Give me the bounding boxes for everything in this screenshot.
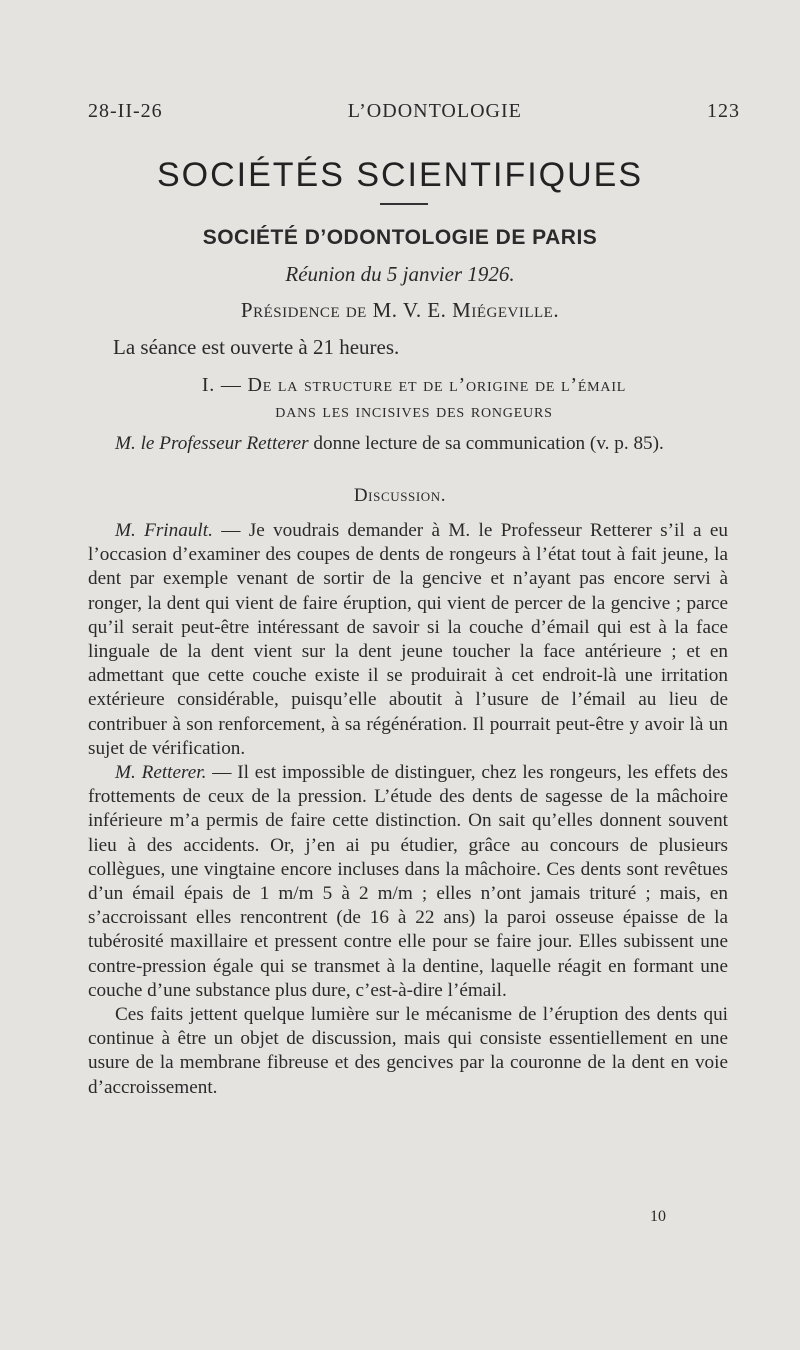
- speaker-name: M. Frinault.: [115, 520, 213, 541]
- journal-name: L’ODONTOLOGIE: [347, 100, 522, 122]
- discussion-heading: Discussion.: [353, 485, 447, 506]
- presidency-line: Présidence de M. V. E. Miégeville.: [240, 298, 560, 322]
- society-heading: SOCIÉTÉ D’ODONTOLOGIE DE PARIS: [202, 226, 598, 249]
- paragraph-text: — Je voudrais demander à M. le Professeur Retterer s’il a eu l’occasion d’examiner des coupes de dents de rongeurs à l’état tout à fait jeune, la dent par exemple venant de sortir de la gencive et n’ayant pas encore servi à ronger, la dent qui vient de faire éruption, qui vient de percer de la gencive ; parce qu’il serait peut-être intéressant de savoir si la couche d’émail qui est à la face linguale de la dent vient sur la dent jeune toucher la face antérieure ; et en admettant que cette couche existe il se produirait à cet endroit-là une irritation extérieure considérable, puisqu’elle aboutit à l’usure de l’émail au lieu de contribuer à son renforcement, à sa régénération. Il pourrait peut-être y avoir là un sujet de vérification.: [88, 520, 729, 759]
- lecture-speaker: M. le Professeur Retterer: [115, 433, 309, 454]
- lecture-paragraph: [88, 432, 728, 456]
- discussion-paragraph: [88, 1003, 728, 1100]
- section-heading-line-1: I. — De la structure et de l’origine de l’émail: [201, 374, 627, 396]
- discussion-body: [88, 519, 728, 1100]
- opening-statement: La séance est ouverte à 21 heures.: [113, 335, 400, 359]
- meeting-date-text: Réunion du 5 janvier 1926.: [285, 262, 515, 286]
- title-divider: [380, 203, 428, 205]
- page-number: 123: [706, 100, 740, 122]
- discussion-paragraph: [88, 761, 728, 1003]
- section-heading-line-2: dans les incisives des rongeurs: [275, 400, 553, 422]
- paragraph-text: — Il est impossible de distinguer, chez les rongeurs, les effets des frottements de ceux de la pression. L’étude des dents de sagesse de la mâchoire inférieure m’a permis de faire cette distinction. On sait qu’elles donnent souvent lieu à des accidents. Or, j’en ai pu étudier, grâce au concours de plusieurs collègues, une vingtaine encore incluses dans la mâchoire. Ces dents sont revêtues d’un émail épais de 1 m/m 5 à 2 m/m ; elles n’ont jamais trituré ; mais, en s’accroissant elles rencontrent (de 16 à 22 ans) la paroi osseuse épaisse de la tubérosité maxillaire et pressent contre elle pour se faire jour. Elles subissent une contre-pression égale qui se transmet à la dentine, laquelle réagit en formant une couche d’une substance plus dure, c’est-à-dire l’émail.: [88, 762, 728, 1001]
- lecture-text: donne lecture de sa communication (v. p. 85).: [308, 433, 664, 454]
- discussion-paragraph: [88, 519, 728, 761]
- signature-mark: 10: [650, 1208, 666, 1225]
- paragraph-text: Ces faits jettent quelque lumière sur le mécanisme de l’éruption des dents qui continue à être un objet de discussion, mais qui consiste essentiellement en une usure de la membrane fibreuse et des gencives par la couronne de la dent en voie d’accroissement.: [88, 1004, 728, 1098]
- running-header: [88, 100, 740, 123]
- meeting-date: [0, 262, 800, 287]
- issue-date: 28-II-26: [88, 100, 163, 122]
- speaker-name: M. Retterer.: [115, 762, 207, 784]
- page-title: SOCIÉTÉS SCIENTIFIQUES: [156, 156, 644, 194]
- section-heading: [88, 372, 740, 424]
